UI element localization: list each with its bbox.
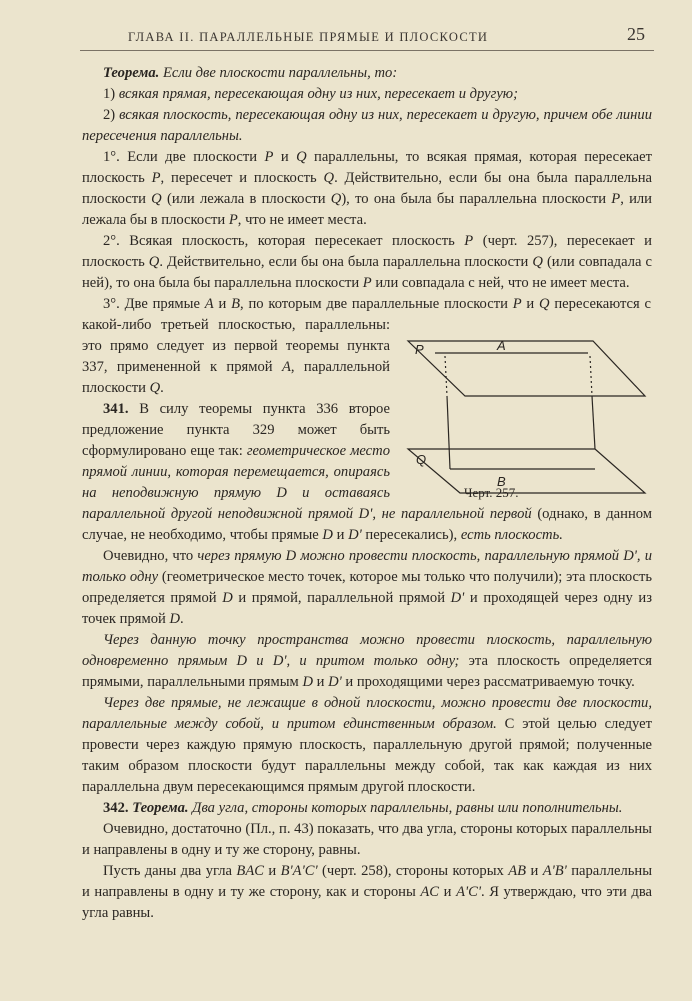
text-run: С этой целью следует провести через каждую прямую плоскость, параллельную другой прямой; полученные таким образом плоскости будут параллельны между собой, так как каждая из них параллельна двум пересекающимся прямым другой плоскости. [82,716,652,795]
figure-caption: Черт. 257. [464,485,519,500]
text-run: и [312,674,329,690]
paragraph [82,546,652,630]
italic-text-run: Если две плоскости параллельны, то: [159,65,398,81]
italic-text-run: P [611,191,621,207]
italic-text-run: A'C' [456,884,481,900]
label-p: P [415,342,424,357]
projector-right [592,396,595,449]
projector-right-hidden [590,356,592,396]
text-run: и [332,527,349,543]
text-run: и [521,296,540,312]
text-run: эта плоскость определяется прямыми, параллельными прямым [82,653,652,690]
italic-text-run: D [169,611,181,627]
italic-text-run: D' [450,590,465,606]
paragraph [82,693,652,798]
text-run: (черт. 257), пересекает и плоскость [82,233,652,270]
italic-text-run: Через данную точку пространства можно провести плоскость, параллельную одновременно прямым D и D', и притом только одну; [82,632,652,669]
italic-text-run: P [512,296,522,312]
text-run: 2°. Всякая плоскость, которая пересекает плоскость [103,233,465,249]
text-run: . Действительно, если бы она была параллельна плоскости [82,170,652,207]
italic-text-run: AC [420,884,440,900]
italic-text-run: Q [532,254,543,270]
text-run: пересекались), [361,527,461,543]
italic-text-run: Q [148,254,160,270]
paragraph [82,231,652,294]
italic-text-run: Q [539,296,550,312]
text-run: и проходящей через одну из точек прямой [82,590,652,627]
chapter-title: ГЛАВА II. ПАРАЛЛЕЛЬНЫЕ ПРЯМЫЕ И ПЛОСКОСТИ [128,30,489,44]
bold-text-run: Теорема. [132,800,189,816]
italic-text-run: P [151,170,161,186]
text-run: и [264,863,281,879]
italic-text-run: B [231,296,240,312]
text-run: и [273,149,297,165]
parallel-planes-diagram [402,336,652,496]
running-header [128,24,651,48]
text-run: и [526,863,543,879]
italic-text-run: Q [330,191,342,207]
paragraph [82,861,652,924]
text-run: и проходящими через рассматриваемую точку. [341,674,635,690]
plane-p [408,341,645,396]
italic-text-run: Q [149,380,161,396]
text-run: 3°. Две прямые [103,296,205,312]
figure-spacer [651,294,652,334]
bold-text-run: Теорема. [103,65,160,81]
paragraph [82,630,652,693]
text-run: . [180,611,184,627]
header-rule [80,50,654,51]
text-run: параллельны и направлены в одну и ту же сторону, как и стороны [82,863,653,900]
label-a: A [497,338,506,353]
text-run: или совпадала с ней, что не имеет места. [371,275,630,291]
text-run: 1°. Если две плоскости [103,149,265,165]
text-run: параллельны, то всякая прямая, которая пересекает плоскость [82,149,652,186]
page-number: 25 [627,24,645,44]
label-b: B [497,474,506,489]
label-q: Q [416,452,427,467]
text-run: и [213,296,232,312]
text-run: (геометрическое место точек, которое мы только что получили); эта плоскость определяется прямой [82,569,652,606]
italic-text-run: A'B' [542,863,567,879]
paragraph [82,84,652,105]
text-run: (однако, в данном случае, не необходимо, чтобы прямые [82,506,653,543]
paragraph [82,63,652,84]
projector-left [447,396,450,469]
italic-text-run: D [222,590,233,606]
text-run: Пусть даны два угла [103,863,237,879]
italic-text-run: Q [151,191,162,207]
text-run: Очевидно, что [103,548,198,564]
italic-text-run: B'A'C' [280,863,318,879]
paragraph [82,819,652,861]
bold-text-run: 342. [103,800,133,816]
italic-text-run: D' [328,674,342,690]
italic-text-run: D [322,527,333,543]
italic-text-run: AB [508,863,527,879]
italic-text-run: A [204,296,214,312]
text-run: 2) [103,107,120,123]
text-run: В силу теоремы пункта 336 второе предложение пункта 329 может быть сформулировано еще так: [82,401,390,459]
text-run: (черт. 258), стороны которых [317,863,509,879]
text-run: и [439,884,457,900]
italic-text-run: геометрическое место прямой линии, которая перемещается, опираясь на неподвижную прямую D и оставаясь параллельной другой неподвижной прямой D', не параллельной первой [82,443,532,522]
text-run: , что не имеет места. [237,212,367,228]
projector-left-hidden [445,356,447,396]
italic-text-run: есть плоскость. [460,527,563,543]
italic-text-run: A [281,359,291,375]
italic-text-run: P [264,149,274,165]
paragraph [82,105,652,147]
italic-text-run: D [302,674,313,690]
text-run: пересекаются с какой-либо третьей плоскостью, параллельны: это прямо следует из первой теоремы пункта 337, примененной к прямой [82,296,651,375]
text-run: , по которым две параллельные плоскости [240,296,513,312]
italic-text-run: всякая прямая, пересекающая одну из них, пересекает и другую; [118,86,518,102]
italic-text-run: Q [296,149,307,165]
italic-text-run: Два угла, стороны которых параллельны, равны или пополнительны. [188,800,623,816]
italic-text-run: через прямую D можно провести плоскость, параллельную прямой D', и только одну [82,548,652,585]
figure-257 [402,336,652,504]
text-run: , или лежала бы в плоскости [82,191,652,228]
italic-text-run: Q [323,170,335,186]
text-run: . Я утверждаю, что эти два угла равны. [82,884,652,921]
italic-text-run: D' [348,527,362,543]
page-body [82,63,652,924]
text-run: Очевидно, достаточно (Пл., п. 43) показать, что два угла, стороны которых параллельны и направлены в одну и ту же сторону, равны. [82,821,652,858]
italic-text-run: всякая плоскость, пересекающая одну из них, пересекает и другую, причем обе линии пересечения параллельны. [82,107,652,144]
bold-text-run: 341. [103,401,129,417]
italic-text-run: Через две прямые, не лежащие в одной плоскости, можно провести две плоскости, параллельные между собой, и притом единственным образом. [82,695,652,732]
text-run: ), то она была бы параллельна плоскости [341,191,612,207]
text-run: . Действительно, если бы она была параллельна плоскости [159,254,533,270]
italic-text-run: P [464,233,474,249]
text-run: , параллельной плоскости [82,359,390,396]
text-run: 1) [103,86,119,102]
text-run: и прямой, параллельной прямой [232,590,451,606]
text-run: , пересечет и плоскость [160,170,324,186]
italic-text-run: P [362,275,372,291]
paragraph [82,147,652,231]
italic-text-run: BAC [236,863,264,879]
paragraph [82,798,652,819]
text-run: . [160,380,164,396]
text-run: (или совпадала с ней), то она была бы параллельна плоскости [82,254,652,291]
text-run: (или лежала в плоскости [161,191,331,207]
italic-text-run: P [228,212,238,228]
plane-q [408,449,645,493]
